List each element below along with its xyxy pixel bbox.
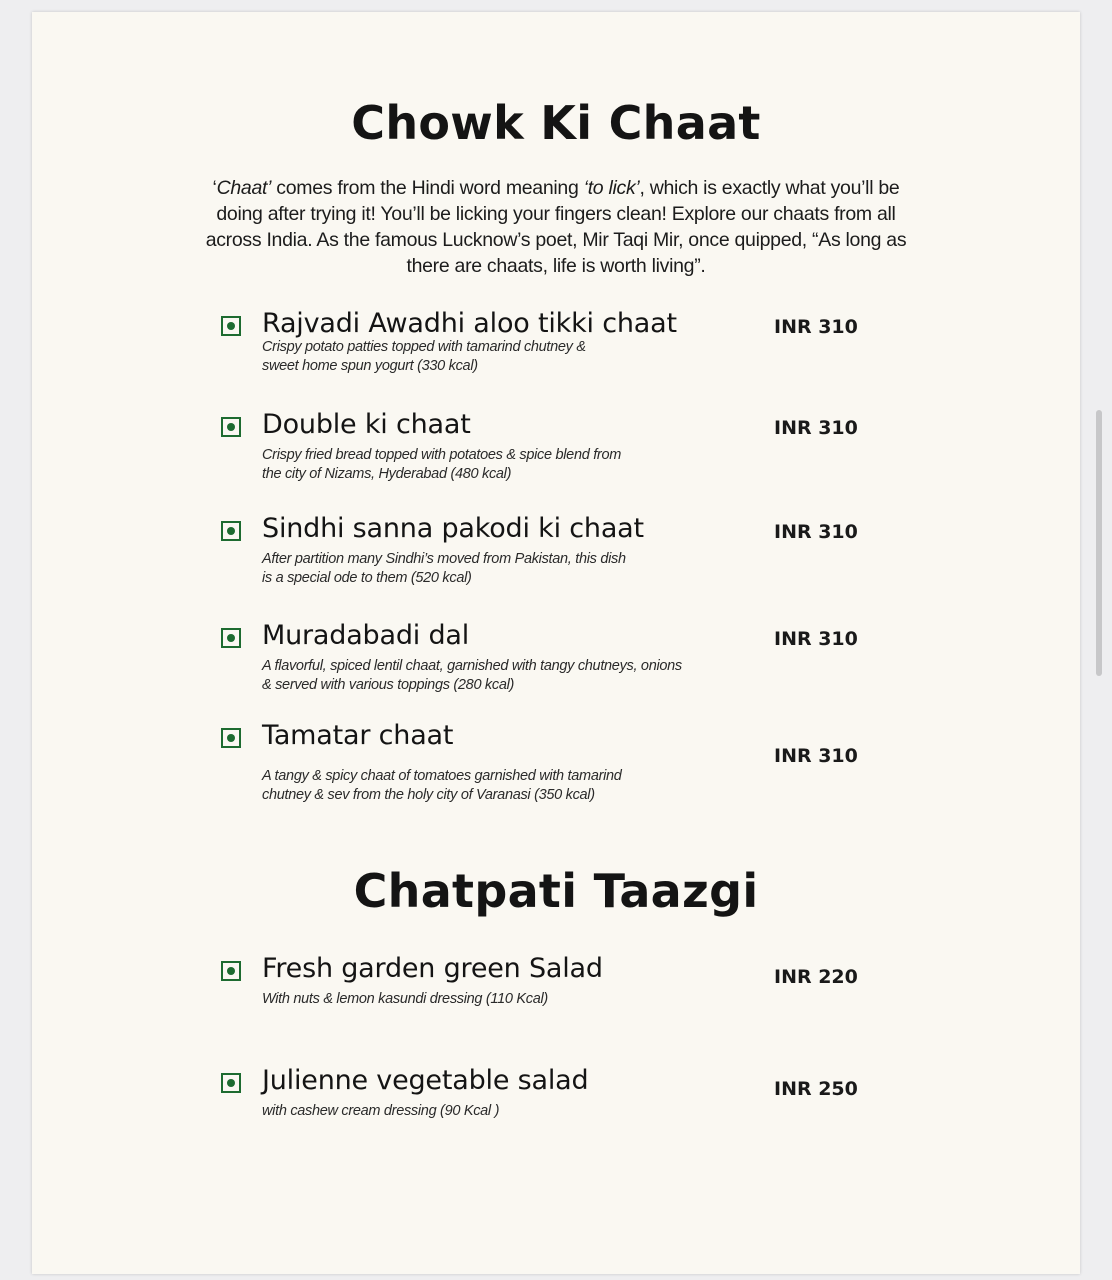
item-description-line: A tangy & spicy chaat of tomatoes garnished with tamarind	[262, 768, 622, 784]
item-name: Fresh garden green Salad	[262, 953, 603, 984]
item-price: INR 310	[774, 417, 858, 439]
item-description-line: the city of Nizams, Hyderabad (480 kcal)	[262, 466, 512, 482]
menu-item	[32, 953, 1080, 1047]
item-description-line: After partition many Sindhi’s moved from Pakistan, this dish	[262, 551, 626, 567]
section-title-chatpati-taazgi: Chatpati Taazgi	[353, 864, 759, 918]
item-price: INR 310	[774, 521, 858, 543]
veg-indicator-icon	[221, 417, 241, 437]
veg-indicator-icon	[221, 316, 241, 336]
item-description-line: with cashew cream dressing (90 Kcal )	[262, 1103, 500, 1119]
menu-item	[32, 1065, 1080, 1159]
intro-text-1: comes from the Hindi word meaning	[271, 177, 584, 199]
item-description-line: A flavorful, spiced lentil chaat, garnished with tangy chutneys, onions	[262, 658, 682, 674]
item-description-line: chutney & sev from the holy city of Varanasi (350 kcal)	[262, 787, 595, 803]
item-description	[262, 767, 782, 805]
item-price: INR 310	[774, 628, 858, 650]
menu-page	[32, 12, 1080, 1274]
menu-item	[32, 409, 1080, 503]
item-description-line: sweet home spun yogurt (330 kcal)	[262, 358, 478, 374]
item-description	[262, 990, 782, 1009]
item-name: Double ki chaat	[262, 409, 471, 440]
item-price: INR 310	[774, 316, 858, 338]
veg-indicator-icon	[221, 1073, 241, 1093]
item-price: INR 310	[774, 745, 858, 767]
section-intro	[202, 175, 910, 279]
item-name: Sindhi sanna pakodi ki chaat	[262, 513, 644, 544]
item-description	[262, 1102, 782, 1121]
veg-indicator-icon	[221, 961, 241, 981]
intro-chaat-word: Chaat’	[216, 177, 272, 199]
item-price: INR 220	[774, 966, 858, 988]
item-name: Muradabadi dal	[262, 620, 470, 651]
intro-quote-open: ‘	[212, 177, 217, 199]
item-name: Tamatar chaat	[262, 720, 454, 751]
item-description-line: & served with various toppings (280 kcal)	[262, 677, 515, 693]
vertical-scrollbar[interactable]	[1096, 410, 1102, 676]
item-description-line: Crispy fried bread topped with potatoes & spice blend from	[262, 447, 621, 463]
item-description	[262, 338, 782, 376]
item-description	[262, 550, 782, 588]
menu-item	[32, 620, 1080, 714]
item-description	[262, 446, 782, 484]
item-description-line: is a special ode to them (520 kcal)	[262, 570, 472, 586]
item-name: Julienne vegetable salad	[262, 1065, 589, 1096]
intro-text-2: , which is exactly what you’ll be doing after trying it! You’ll be licking your fingers clean! Explore our chaats from all across India. As the famous Lucknow’s poet, Mir Taqi Mir, once quipped, “As long as there are chaats, life is worth living”.	[205, 177, 907, 277]
item-description-line: Crispy potato patties topped with tamarind chutney &	[262, 339, 586, 355]
item-description-line: With nuts & lemon kasundi dressing (110 Kcal)	[262, 991, 548, 1007]
item-description	[262, 657, 782, 695]
veg-indicator-icon	[221, 728, 241, 748]
section-title-chowk-ki-chaat: Chowk Ki Chaat	[351, 96, 761, 150]
menu-item	[32, 308, 1080, 402]
item-name: Rajvadi Awadhi aloo tikki chaat	[262, 308, 677, 339]
veg-indicator-icon	[221, 521, 241, 541]
menu-item	[32, 513, 1080, 607]
menu-item	[32, 720, 1080, 814]
veg-indicator-icon	[221, 628, 241, 648]
item-price: INR 250	[774, 1078, 858, 1100]
intro-to-lick: ‘to lick’	[583, 177, 640, 199]
